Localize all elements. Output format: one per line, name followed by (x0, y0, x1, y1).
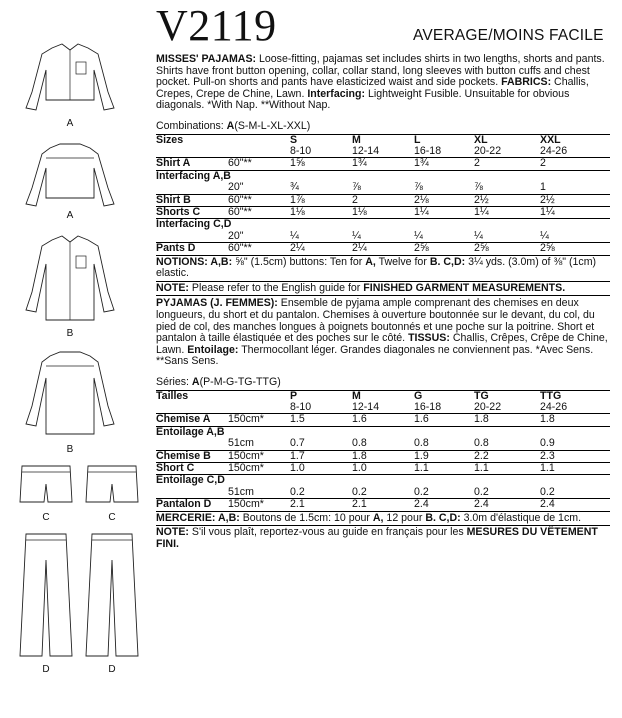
french-description (156, 298, 610, 368)
shirt-b-front-sketch (22, 232, 118, 324)
table-row (156, 158, 610, 170)
english-yardage-table (156, 135, 610, 256)
yardage-value: 0.2 (352, 487, 414, 499)
english-notions (156, 256, 610, 282)
yardage-value (414, 170, 474, 182)
yardage-value (352, 170, 414, 182)
yardage-value (540, 170, 610, 182)
shorts-c-back-sketch (84, 462, 140, 506)
notions-view-a: A, (365, 255, 376, 268)
header-label: Sizes (156, 133, 184, 146)
yardage-value: 2⅛ (414, 194, 474, 206)
size-header: TG (474, 389, 489, 402)
yardage-value: 2.3 (540, 450, 610, 462)
notions-label: NOTIONS: A,B: (156, 255, 233, 268)
shorts-c-front-sketch (18, 462, 74, 506)
yardage-value: 2 (474, 158, 540, 170)
combinations-label: Combinations: (156, 119, 227, 132)
sketch-label: B (66, 328, 74, 339)
series-label: Séries: (156, 375, 192, 388)
english-note (156, 282, 610, 297)
yardage-value (474, 219, 540, 231)
yardage-value: 1¼ (474, 207, 540, 219)
yardage-value: 2⅝ (474, 243, 540, 255)
row-label (156, 182, 228, 194)
yardage-value: ¼ (474, 231, 540, 243)
yardage-value: 2.4 (414, 499, 474, 511)
series-view: A (191, 375, 200, 388)
header-label: Tailles (156, 389, 189, 402)
yardage-value: 1.7 (290, 450, 352, 462)
fabric-width: 150cm* (228, 463, 290, 475)
yardage-value: 2.1 (290, 499, 352, 511)
series-sizes: (P-M-G-TG-TTG) (199, 375, 281, 388)
size-range: 24-26 (540, 402, 610, 414)
yardage-value: 2¼ (290, 243, 352, 255)
header-blank (228, 391, 290, 402)
table-range-row (156, 402, 610, 414)
yardage-value: 1 (540, 182, 610, 194)
interfacing-label: Interfacing: (307, 87, 366, 100)
yardage-value: 2 (352, 194, 414, 206)
yardage-value: ¼ (414, 231, 474, 243)
sketch-label: D (108, 664, 116, 675)
yardage-value: 1⅛ (352, 207, 414, 219)
yardage-value: 2⅝ (414, 243, 474, 255)
fabric-width: 51cm (228, 487, 290, 499)
combinations-view: A (226, 119, 235, 132)
yardage-value: 2⅝ (540, 243, 610, 255)
yardage-value: 1.8 (352, 450, 414, 462)
yardage-value: ¼ (352, 231, 414, 243)
size-header: XL (474, 133, 488, 146)
header-blank (228, 135, 290, 146)
yardage-value: 1⅝ (290, 158, 352, 170)
row-label: Pantalon D (156, 499, 228, 511)
table-row (156, 499, 610, 511)
yardage-value: 1.0 (290, 463, 352, 475)
fabric-width: 60"** (228, 243, 290, 255)
yardage-value: 2½ (474, 194, 540, 206)
series-line (156, 377, 610, 391)
row-label: Chemise A (156, 414, 228, 426)
yardage-value: 1.5 (290, 414, 352, 426)
yardage-value: 0.2 (474, 487, 540, 499)
yardage-value: ⅞ (414, 182, 474, 194)
table-range-row (156, 146, 610, 158)
yardage-value: 2.2 (474, 450, 540, 462)
yardage-value: 0.9 (540, 438, 610, 450)
row-label: Shirt B (156, 194, 228, 206)
yardage-value: 0.8 (474, 438, 540, 450)
notions-view-b: B. C,D: (429, 255, 466, 268)
fabrics-text: Challis, Crepes, Crepe de Chine, Lawn. (156, 76, 589, 100)
sketch-label: A (66, 210, 74, 221)
fabric-width: 150cm* (228, 450, 290, 462)
mercerie-view-a: A, (372, 511, 384, 524)
yardage-value: 1⅞ (290, 194, 352, 206)
yardage-value: ⅞ (352, 182, 414, 194)
range-blank (228, 402, 290, 414)
yardage-value: 2.1 (352, 499, 414, 511)
note-label-fr: NOTE: (156, 526, 189, 539)
french-note (156, 526, 610, 551)
yardage-value: 1.9 (414, 450, 474, 462)
yardage-value: 2.4 (474, 499, 540, 511)
fabric-width: 60"** (228, 194, 290, 206)
table-row (156, 194, 610, 206)
french-title: PYJAMAS (J. FEMMES): (156, 297, 278, 310)
notions-text: ⅝" (1.5cm) buttons: Ten for (232, 255, 366, 268)
english-title: MISSES' PAJAMAS: (156, 53, 257, 65)
row-label: Entoilage A,B (156, 425, 225, 438)
yardage-value: 1¼ (414, 207, 474, 219)
yardage-value: 0.2 (540, 487, 610, 499)
yardage-value: 1.6 (414, 414, 474, 426)
row-label (156, 438, 228, 450)
notions-text-end: 3¼ yds. (3.0m) of ⅜" (1cm) elastic. (156, 255, 597, 280)
size-range: 12-14 (352, 402, 414, 414)
shirt-a-back-sketch (22, 140, 118, 208)
yardage-value: 1¾ (352, 158, 414, 170)
table-row (156, 243, 610, 255)
pattern-back-content (156, 54, 610, 551)
yardage-value: 2½ (540, 194, 610, 206)
tissus-label: TISSUS: (408, 332, 450, 345)
english-description-text: Loose-fitting, pajamas set includes shirts in two lengths, shorts and pants. Shirts have front button opening, collar, collar stand, long sleeves with button cuffs and chest pocket. Pull-on shorts and pants have elasticized waist and side pockets. (156, 53, 605, 89)
french-description-text: Ensemble de pyjama ample comprenant des chemises en deux longueurs, du short et du pantalon. Chemises à ouverture boutonnée sur le devant, du col, du pied de col, des manches longues à poignets boutonnés et une poche sur la poitrine. Short et pantalon à taille élastiquée et des poches sur le côté. (156, 297, 595, 345)
mercerie-text-mid: 12 pour (383, 511, 426, 524)
size-header: L (414, 133, 421, 146)
mercerie-text-end: 3.0m d'élastique de 1cm. (460, 511, 582, 524)
shirt-a-front-sketch (22, 40, 118, 114)
row-label: Chemise B (156, 450, 228, 462)
yardage-value: 1⅛ (290, 207, 352, 219)
size-header: G (414, 389, 423, 402)
sketch-label: D (42, 664, 50, 675)
table-row (156, 182, 610, 194)
yardage-value: 0.2 (414, 487, 474, 499)
yardage-value (290, 219, 352, 231)
size-range: 16-18 (414, 402, 474, 414)
yardage-value (414, 219, 474, 231)
note-bold-text: FINISHED GARMENT MEASUREMENTS. (363, 281, 566, 294)
yardage-value: 1.1 (540, 463, 610, 475)
note-bold-text-fr: MESURES DU VÊTEMENT FINI. (156, 526, 598, 550)
fabric-width: 60"** (228, 158, 290, 170)
size-range: 8-10 (290, 146, 352, 158)
fabric-width: 20" (228, 182, 290, 194)
size-header: M (352, 133, 361, 146)
combinations-sizes: (S-M-L-XL-XXL) (234, 119, 311, 132)
fabric-width: 150cm* (228, 414, 290, 426)
shirt-b-back-sketch (22, 348, 118, 438)
size-range: 16-18 (414, 146, 474, 158)
yardage-value: 1.1 (474, 463, 540, 475)
yardage-value (540, 219, 610, 231)
sketch-label: B (66, 444, 74, 455)
sketch-label: C (42, 512, 50, 523)
yardage-value: 0.8 (414, 438, 474, 450)
yardage-value: ¾ (290, 182, 352, 194)
yardage-value: 1¾ (414, 158, 474, 170)
size-header: XXL (540, 133, 561, 146)
entoilage-label: Entoilage: (187, 343, 239, 356)
row-label (156, 487, 228, 499)
yardage-value (290, 170, 352, 182)
size-range: 8-10 (290, 402, 352, 414)
yardage-value: 2 (540, 158, 610, 170)
tissus-text: Challis, Crêpes, Crêpe de Chine, Lawn. (156, 332, 608, 356)
yardage-value: 1.6 (352, 414, 414, 426)
yardage-value: ¼ (540, 231, 610, 243)
range-blank (228, 146, 290, 158)
combinations-line (156, 121, 610, 135)
mercerie-label: MERCERIE: A,B: (156, 511, 240, 524)
english-description (156, 54, 610, 112)
notions-text-mid: Twelve for (375, 255, 430, 268)
yardage-value: 1.8 (540, 414, 610, 426)
yardage-value: 1.8 (474, 414, 540, 426)
size-header: TTG (540, 389, 562, 402)
fabrics-label: FABRICS: (501, 76, 552, 89)
yardage-value: 1¼ (540, 207, 610, 219)
range-blank (156, 146, 228, 158)
range-blank (156, 402, 228, 414)
size-range: 20-22 (474, 402, 540, 414)
table-row (156, 414, 610, 426)
row-label: Short C (156, 463, 228, 475)
table-row (156, 207, 610, 219)
row-label (156, 231, 228, 243)
yardage-value: 1.0 (352, 463, 414, 475)
fabric-width: 60"** (228, 207, 290, 219)
pattern-number: V2119 (156, 1, 277, 50)
note-text: Please refer to the English guide for (188, 281, 364, 294)
entoilage-text: Thermocollant léger. Grandes diagonales ne conviennent pas. *Avec Sens. **Sans Sens. (156, 343, 594, 368)
row-label: Pants D (156, 243, 228, 255)
size-header: S (290, 133, 298, 146)
sketch-label: C (108, 512, 116, 523)
pants-d-front-sketch (18, 530, 74, 660)
row-label: Shirt A (156, 158, 228, 170)
size-range: 20-22 (474, 146, 540, 158)
yardage-value: 0.7 (290, 438, 352, 450)
row-label: Entoilage C,D (156, 474, 225, 487)
note-text-fr: S'il vous plaît, reportez-vous au guide en français pour les (188, 526, 467, 539)
french-mercerie (156, 512, 610, 527)
interfacing-text: Lightweight Fusible. Unsuitable for obvious diagonals. *With Nap. **Without Nap. (156, 87, 570, 112)
table-row (156, 231, 610, 243)
fabric-width: 150cm* (228, 499, 290, 511)
row-label: Interfacing C,D (156, 218, 232, 231)
fabric-width: 20" (228, 231, 290, 243)
sketch-label: A (66, 118, 74, 129)
row-label: Interfacing A,B (156, 169, 231, 182)
mercerie-view-b: B. C,D: (425, 511, 461, 524)
difficulty-level: AVERAGE/MOINS FACILE (413, 27, 604, 44)
size-header: P (290, 389, 298, 402)
yardage-value: 2¼ (352, 243, 414, 255)
yardage-value: 1.1 (414, 463, 474, 475)
yardage-value: 2.4 (540, 499, 610, 511)
table-row (156, 438, 610, 450)
french-yardage-table (156, 391, 610, 512)
size-range: 12-14 (352, 146, 414, 158)
yardage-value: ⅞ (474, 182, 540, 194)
size-range: 24-26 (540, 146, 610, 158)
yardage-value: 0.2 (290, 487, 352, 499)
yardage-value: ¼ (290, 231, 352, 243)
yardage-value: 0.8 (352, 438, 414, 450)
yardage-value (474, 170, 540, 182)
mercerie-text: Boutons de 1.5cm: 10 pour (239, 511, 373, 524)
table-row (156, 463, 610, 475)
garment-sketches (0, 0, 150, 718)
size-header: M (352, 389, 361, 402)
row-label: Shorts C (156, 207, 228, 219)
fabric-width: 51cm (228, 438, 290, 450)
note-label: NOTE: (156, 281, 189, 294)
table-row (156, 450, 610, 462)
table-row (156, 487, 610, 499)
yardage-value (352, 219, 414, 231)
pants-d-back-sketch (84, 530, 140, 660)
